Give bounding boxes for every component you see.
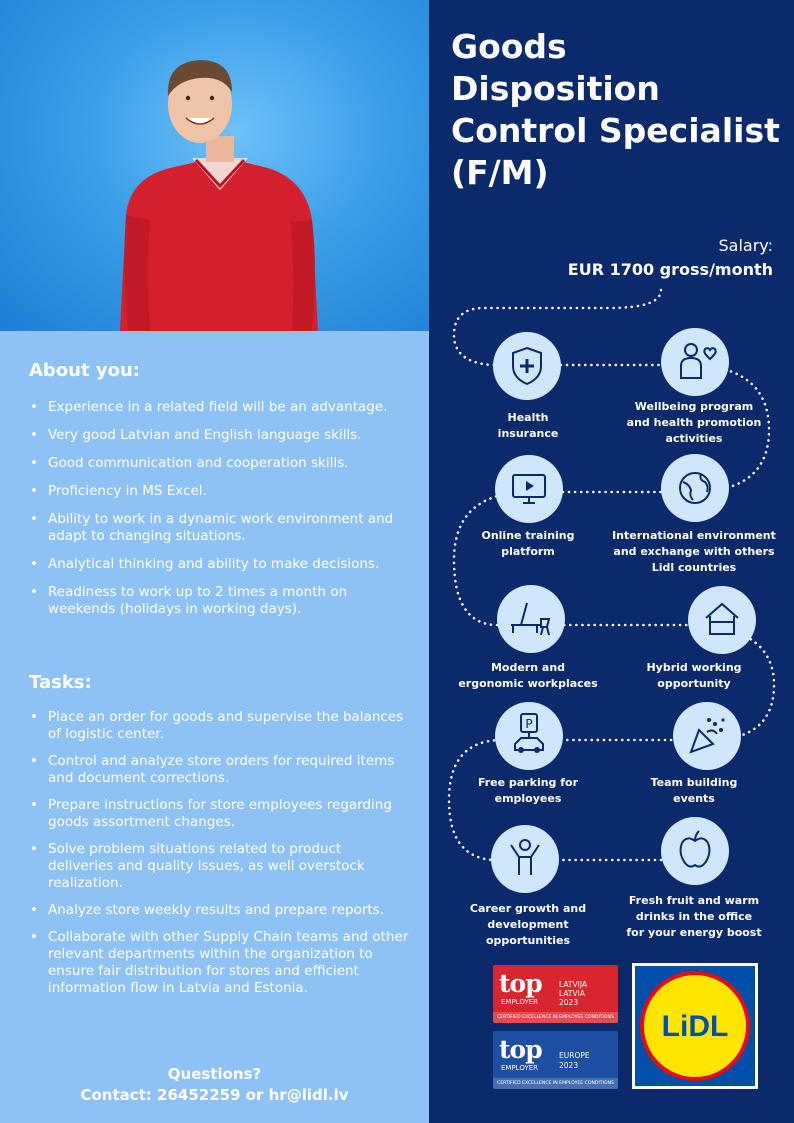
badge-employer: EMPLOYER [501, 998, 539, 1006]
top-employer-badge [493, 1031, 618, 1089]
benefit-label-line: Hybrid working [646, 661, 742, 674]
globe-icon [661, 454, 729, 522]
job-title-line: (F/M) [451, 153, 549, 192]
apple-icon [661, 817, 729, 885]
benefit-label-line: insurance [497, 427, 559, 440]
job-title-line: Disposition [451, 69, 660, 108]
about-heading: About you: [29, 360, 140, 381]
badge-year: 2023 [559, 1061, 579, 1070]
badge-top-word: top [499, 1035, 542, 1064]
tasks-item: • Collaborate with other Supply Chain teams and other relevant departments within the organization to ensure fair distribution for stores and efficient information flow in Latvia and Estonia. [29, 929, 409, 997]
benefit-label-line: and exchange with others [613, 545, 775, 558]
party-popper-icon [673, 702, 741, 770]
about-item: • Readiness to work up to 2 times a month on weekends (holidays in working days). [29, 584, 409, 618]
about-item: • Good communication and cooperation skills. [29, 455, 409, 472]
benefit-label-line: Team building [650, 776, 738, 789]
person-illustration [0, 0, 429, 331]
badge-location-alt: LATVIA [559, 989, 585, 998]
parking-car-icon [495, 702, 563, 770]
benefit-label-line: employees [494, 792, 562, 805]
benefit-label-line: opportunity [657, 677, 731, 690]
badge-location: EUROPE [559, 1051, 590, 1060]
badge-certification: CERTIFIED EXCELLENCE IN EMPLOYEE CONDITIONS [493, 1078, 618, 1089]
benefit-label [609, 399, 779, 447]
job-title [451, 26, 791, 194]
hero-photo [0, 0, 429, 331]
benefit-label-line: Modern and [490, 661, 566, 674]
benefit-label [443, 528, 613, 560]
benefit-label-line: activities [665, 432, 723, 445]
top-employer-badge [493, 965, 618, 1023]
monitor-play-icon [495, 455, 563, 523]
person-heart-icon [661, 328, 729, 396]
benefit-label-line: International environment [612, 529, 776, 542]
benefit-label-line: Online training [481, 529, 575, 542]
benefit-label [609, 660, 779, 692]
badge-location: LATVIJA [559, 980, 588, 989]
benefit-label-line: for your energy boost [626, 926, 762, 939]
benefit-label [609, 528, 779, 576]
tasks-heading: Tasks: [29, 672, 92, 693]
about-list [29, 399, 409, 629]
benefit-label [443, 660, 613, 692]
benefit-label-line: ergonomic workplaces [458, 677, 598, 690]
contact-questions: Questions? [167, 1065, 262, 1083]
about-item: • Proficiency in MS Excel. [29, 483, 409, 500]
desk-chair-icon [497, 585, 565, 653]
benefit-label-line: and health promotion [626, 416, 762, 429]
benefit-label-line: Lidl countries [651, 561, 737, 574]
job-title-line: Control Specialist [451, 111, 780, 150]
benefit-label-line: drinks in the office [635, 910, 753, 923]
salary-value: EUR 1700 gross/month [567, 260, 773, 279]
about-item: • Ability to work in a dynamic work environment and adapt to changing situations. [29, 511, 409, 545]
benefit-label-line: Career growth and [469, 902, 587, 915]
benefit-label-line: opportunities [485, 934, 570, 947]
right-column [429, 0, 794, 1123]
person-cheer-icon [491, 825, 559, 893]
badge-year: 2023 [559, 998, 579, 1007]
benefit-label-line: Health [507, 411, 549, 424]
tasks-item: • Prepare instructions for store employees regarding goods assortment changes. [29, 797, 409, 831]
badge-employer: EMPLOYER [501, 1064, 539, 1072]
about-item: • Very good Latvian and English language skills. [29, 427, 409, 444]
shield-plus-icon [493, 332, 561, 400]
house-icon [688, 586, 756, 654]
benefit-label [443, 410, 613, 442]
salary-label: Salary: [718, 236, 773, 255]
contact-details: Contact: 26452259 or hr@lidl.lv [80, 1086, 349, 1104]
lidl-logo-icon [632, 963, 758, 1089]
badge-top-word: top [499, 969, 542, 998]
job-title-line: Goods [451, 27, 567, 66]
tasks-item: • Analyze store weekly results and prepare reports. [29, 902, 409, 919]
about-item: • Experience in a related field will be an advantage. [29, 399, 409, 416]
tasks-item: • Control and analyze store orders for required items and document corrections. [29, 753, 409, 787]
benefit-label-line: development [487, 918, 569, 931]
benefit-label-line: Wellbeing program [634, 400, 754, 413]
tasks-item: • Place an order for goods and supervise the balances of logistic center. [29, 709, 409, 743]
benefit-label [609, 775, 779, 807]
lidl-logo-text: LiDL [661, 1010, 729, 1043]
svg-text:P: P [525, 717, 533, 731]
benefit-label [443, 901, 613, 949]
benefit-label [443, 775, 613, 807]
about-item: • Analytical thinking and ability to make decisions. [29, 556, 409, 573]
badge-certification: CERTIFIED EXCELLENCE IN EMPLOYEE CONDITIONS [493, 1012, 618, 1023]
benefit-label-line: Fresh fruit and warm [628, 894, 760, 907]
tasks-item: • Solve problem situations related to product deliveries and quality issues, as well overstock realization. [29, 841, 409, 892]
benefit-label [609, 893, 779, 941]
benefit-label-line: events [673, 792, 715, 805]
lidl-logo [632, 963, 758, 1089]
tasks-list [29, 709, 409, 1007]
benefit-label-line: Free parking for [477, 776, 579, 789]
benefit-label-line: platform [501, 545, 555, 558]
